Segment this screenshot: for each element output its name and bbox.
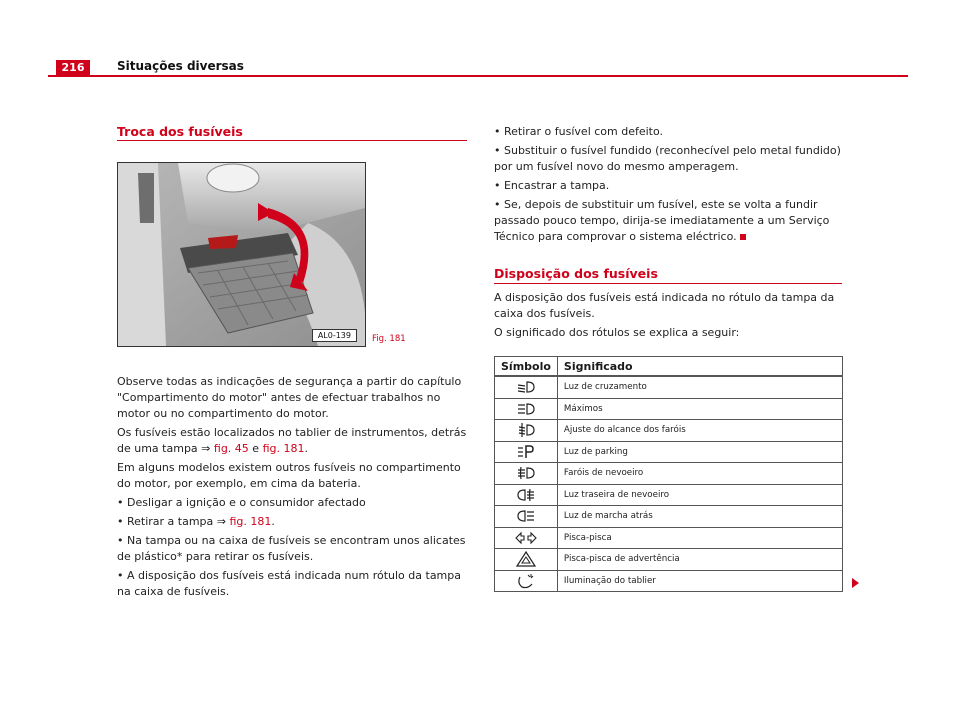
paragraph: Observe todas as indicações de segurança a partir do capítulo "Compartimento do motor" antes de efectuar trabalhos no motor ou no compartimento do motor. — [117, 375, 462, 420]
bullet-item: • Retirar o fusível com defeito. — [494, 125, 664, 138]
parking-light-icon — [515, 444, 537, 460]
table-row — [495, 506, 843, 528]
bullet-item: • Retirar a tampa ⇒ fig. 181. — [117, 515, 275, 528]
dash-illumination-icon — [515, 573, 537, 589]
table-cell: Máximos — [557, 398, 842, 420]
bullet-item: • Na tampa ou na caixa de fusíveis se encontram unos alicates de plástico* para retirar os fusíveis. — [117, 534, 466, 563]
table-cell: Luz de cruzamento — [563, 382, 647, 393]
table-row — [495, 549, 843, 571]
table-row — [495, 570, 843, 592]
fuse-cover-illustration — [118, 163, 365, 346]
fig-181-link[interactable]: fig. 181 — [229, 515, 272, 528]
table-row — [495, 376, 843, 398]
continue-arrow-icon — [852, 578, 859, 588]
table-cell: Faróis de nevoeiro — [557, 463, 842, 485]
table-cell: Luz traseira de nevoeiro — [557, 484, 842, 506]
table-cell: Ajuste do alcance dos faróis — [557, 420, 842, 442]
table-row — [495, 441, 843, 463]
heading-fuse-layout: Disposição dos fusíveis — [494, 266, 658, 281]
bullet-item: • Se, depois de substituir um fusível, este se volta a fundir passado pouco tempo, dirija-se imediatamente a um Serviço Técnico para comprovar o sistema eléctrico. — [494, 198, 830, 243]
col-header-meaning: Significado — [557, 357, 842, 377]
table-cell: Iluminação do tablier — [557, 570, 842, 592]
right-bullets — [494, 124, 846, 248]
bullet-item: • A disposição dos fusíveis está indicada num rótulo da tampa na caixa de fusíveis. — [117, 569, 461, 598]
table-row — [495, 420, 843, 442]
front-fog-icon — [515, 465, 537, 481]
table-cell: Pisca-pisca — [557, 527, 842, 549]
section-title: Situações diversas — [117, 59, 244, 73]
bullet-item: • Substituir o fusível fundido (reconhecível pelo metal fundido) por um fusível novo do mesmo amperagem. — [494, 144, 841, 173]
table-cell: Pisca-pisca de advertência — [557, 549, 842, 571]
bullet-item: • Desligar a ignição e o consumidor afectado — [117, 496, 366, 509]
table-row — [495, 527, 843, 549]
paragraph: Em alguns modelos existem outros fusíveis no compartimento do motor, por exemplo, em cima da bateria. — [117, 461, 461, 490]
figure-caption: Fig. 181 — [372, 334, 406, 344]
symbol-table — [494, 356, 843, 592]
table-row — [495, 484, 843, 506]
table-row — [495, 463, 843, 485]
headlight-range-icon — [515, 422, 537, 438]
fig-45-link[interactable]: fig. 45 — [213, 442, 249, 455]
paragraph-fuse-location: Os fusíveis estão localizados no tablier de instrumentos, detrás de uma tampa ⇒ fig. 45 e fig. 181. — [117, 426, 467, 455]
heading-rule — [494, 283, 842, 284]
hazard-icon — [515, 551, 537, 567]
table-cell: Luz de parking — [557, 441, 842, 463]
paragraph: A disposição dos fusíveis está indicada no rótulo da tampa da caixa dos fusíveis. — [494, 291, 835, 320]
heading-rule — [117, 140, 467, 141]
fuse-box-photo — [117, 162, 366, 347]
heading-fuse-replacement: Troca dos fusíveis — [117, 124, 243, 139]
fig-181-link[interactable]: fig. 181 — [262, 442, 305, 455]
table-cell: Luz de marcha atrás — [557, 506, 842, 528]
reverse-light-icon — [515, 508, 537, 524]
bullet-item: • Encastrar a tampa. — [494, 179, 610, 192]
high-beam-icon — [515, 401, 537, 417]
paragraph: O significado dos rótulos se explica a seguir: — [494, 326, 740, 339]
figure-tag: AL0-139 — [312, 329, 357, 342]
turn-signal-icon — [515, 530, 537, 546]
table-row — [495, 398, 843, 420]
end-of-section-mark — [740, 234, 746, 240]
rear-fog-icon — [515, 487, 537, 503]
page-number: 216 — [56, 60, 90, 75]
right-intro — [494, 290, 844, 344]
col-header-symbol: Símbolo — [495, 357, 558, 377]
header-rule — [48, 75, 908, 77]
low-beam-icon — [515, 379, 537, 395]
left-text — [117, 374, 467, 603]
